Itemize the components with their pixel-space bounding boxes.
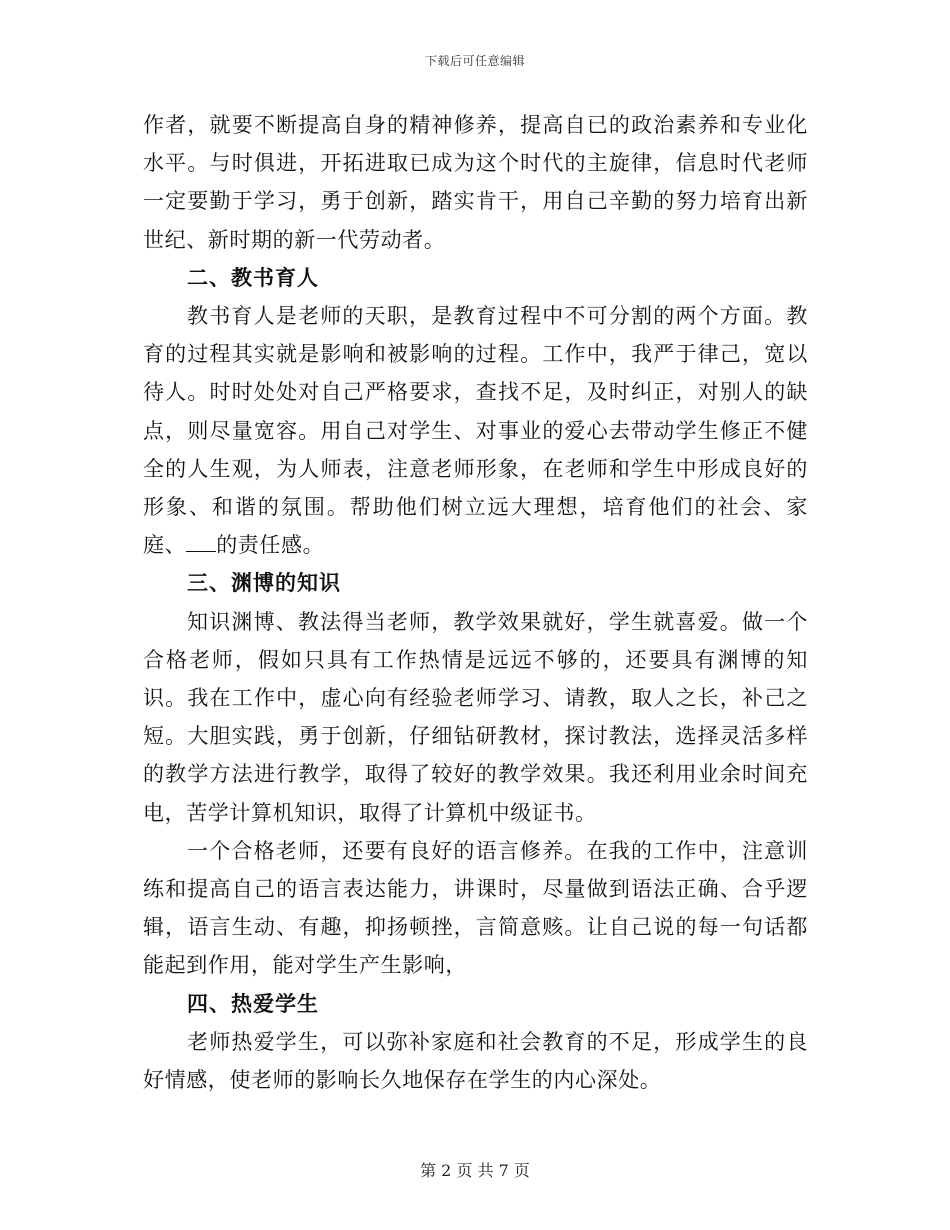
paragraph-language: 一个合格老师，还要有良好的语言修养。在我的工作中，注意训练和提高自己的语言表达能力，讲课时，尽量做到语法正确、合乎逻辑，语言生动、有趣，抑扬顿挫，言简意赅。让自己说的每一句话都能起到作用，能对学生产生影响，: [143, 838, 808, 978]
paragraph-teaching: [143, 297, 808, 564]
paragraph-knowledge: 知识渊博、教法得当老师，教学效果就好，学生就喜爱。做一个合格老师，假如只具有工作热情是远远不够的，还要具有渊博的知识。我在工作中，虚心向有经验老师学习、请教，取人之长，补己之短。大胆实践，勇于创新，仔细钻研教材，探讨教法，选择灵活多样的教学方法进行教学，取得了较好的教学效果。我还利用业余时间充电，苦学计算机知识，取得了计算机中级证书。: [143, 609, 808, 825]
paragraph-love-students: 老师热爱学生，可以弥补家庭和社会教育的不足，形成学生的良好情感，使老师的影响长久地保存在学生的内心深处。: [143, 1029, 808, 1093]
page-header: 下载后可任意编辑: [424, 54, 525, 68]
paragraph-continuation: 作者，就要不断提高自身的精神修养，提高自已的政治素养和专业化水平。与时俱进，开拓进取已成为这个时代的主旋律，信息时代老师一定要勤于学习，勇于创新，踏实肯干，用自己辛勤的努力培育出新世纪、新时期的新一代劳动者。: [143, 113, 808, 252]
section-heading-love-students: 四、热爱学生: [187, 991, 319, 1016]
page-footer: 第 2 页 共 7 页: [420, 1161, 530, 1180]
document-body: [143, 106, 808, 1099]
fill-in-blank: [186, 531, 216, 552]
paragraph-teaching-main: 教书育人是老师的天职，是教育过程中不可分割的两个方面。教育的过程其实就是影响和被影响的过程。工作中，我严于律己，宽以待人。时时处处对自己严格要求，查找不足，及时纠正，对别人的缺点，则尽量宽容。用自己对学生、对事业的爱心去带动学生修正不健全的人生观，为人师表，注意老师形象，在老师和学生中形成良好的形象、和谐的氛围。帮助他们树立远大理想，培育他们的社会、家庭、: [143, 304, 808, 558]
paragraph-teaching-tail: 的责任感。: [216, 533, 325, 558]
section-heading-teaching: 二、教书育人: [187, 265, 319, 290]
section-heading-knowledge: 三、渊博的知识: [187, 571, 341, 596]
